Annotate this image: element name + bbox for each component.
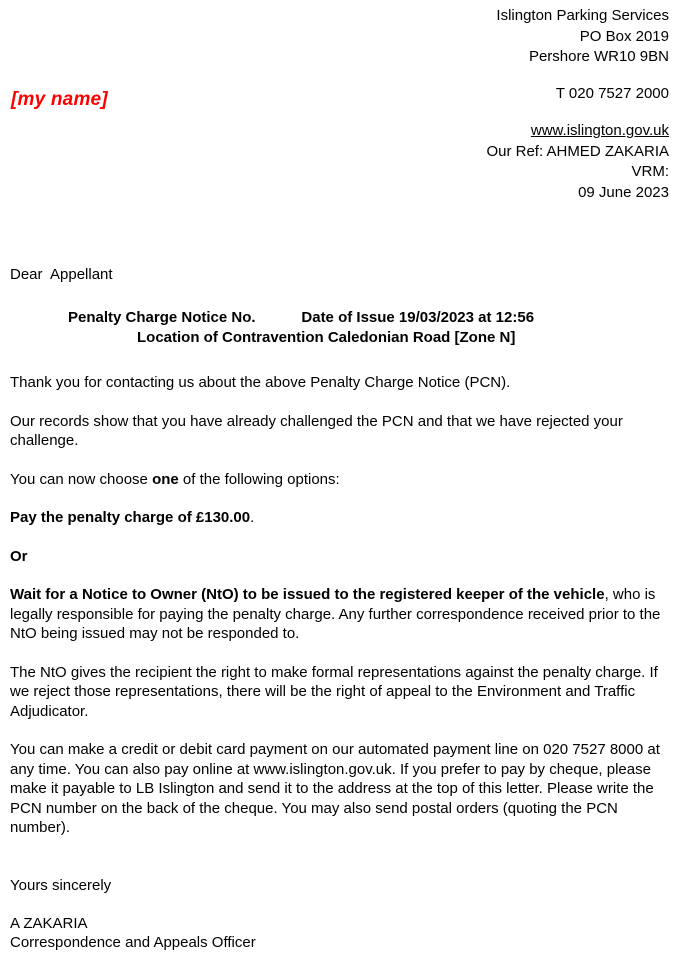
letterhead-spacer-2 [300,104,669,121]
pcn-details-block [10,308,670,348]
sign-off-greeting: Yours sincerely [10,876,112,894]
paragraph-thanks: Thank you for contacting us about the above Penalty Charge Notice (PCN). [10,374,511,391]
location-of-contravention: Location of Contravention Caledonian Road [Zone N] [137,329,516,346]
or-label: Or [10,547,28,565]
telephone-line: T 020 7527 2000 [555,84,669,102]
option-wait-nto [10,585,670,644]
pcn-number-and-date-line [10,308,670,328]
option-pay-amount: Pay the penalty charge of £130.00 [10,509,251,526]
choose-suffix: of the following options: [178,470,340,488]
vrm-line: VRM: [631,163,669,180]
letterhead [300,6,669,203]
option-wait-detail: , who is legally responsible for paying the penalty charge. Any further correspondence received prior to the NtO being issued may not be responded to. [10,586,661,642]
option-separator-or [10,547,670,567]
po-box-line: PO Box 2019 [579,27,669,45]
option-pay-period: . [250,509,255,526]
choose-emphasis: one [152,470,179,488]
paragraph-payment-methods: You can make a credit or debit card payment on our automated payment line on 020 7527 8000 at any time. You can also pay online at www.islington.gov.uk. If you prefer to pay by cheque, please make it payable to LB Islington and send it to the address at the top of this letter. Please write the PCN number on the back of the cheque. You may also send postal orders (quoting the PCN number). [10,741,660,836]
salutation: Dear Appellant [10,266,113,283]
date-of-issue: Date of Issue 19/03/2023 at 12:56 [301,309,535,326]
our-ref-line: Our Ref: AHMED ZAKARIA [486,142,669,160]
signer-role: Correspondence and Appeals Officer [10,934,256,951]
choose-prefix: You can now choose [10,470,153,488]
paragraph-nto-rights: The NtO gives the recipient the right to make formal representations against the penalty charge. If we reject those representations, there will be the right of appeal to the Environment and Traffic Adjudicator. [10,663,658,720]
letter-body [10,265,670,953]
option-wait-heading: Wait for a Notice to Owner (NtO) to be issued to the registered keeper of the vehicle [10,586,605,603]
website-link[interactable]: www.islington.gov.uk [530,122,669,139]
paragraph-records: Our records show that you have already challenged the PCN and that we have rejected your challenge. [10,412,623,449]
recipient-name-placeholder: [my name] [11,89,108,110]
letterhead-spacer-1 [300,68,669,84]
organisation-name: Islington Parking Services [496,7,669,24]
letter-date: 09 June 2023 [578,183,669,201]
pcn-number-label: Penalty Charge Notice No. [68,309,256,326]
signer-name: A ZAKARIA [10,914,88,932]
paragraph-choose-option [10,470,670,490]
signature-block [10,876,670,953]
postcode-line: Pershore WR10 9BN [528,48,669,65]
option-pay-penalty [10,508,670,528]
